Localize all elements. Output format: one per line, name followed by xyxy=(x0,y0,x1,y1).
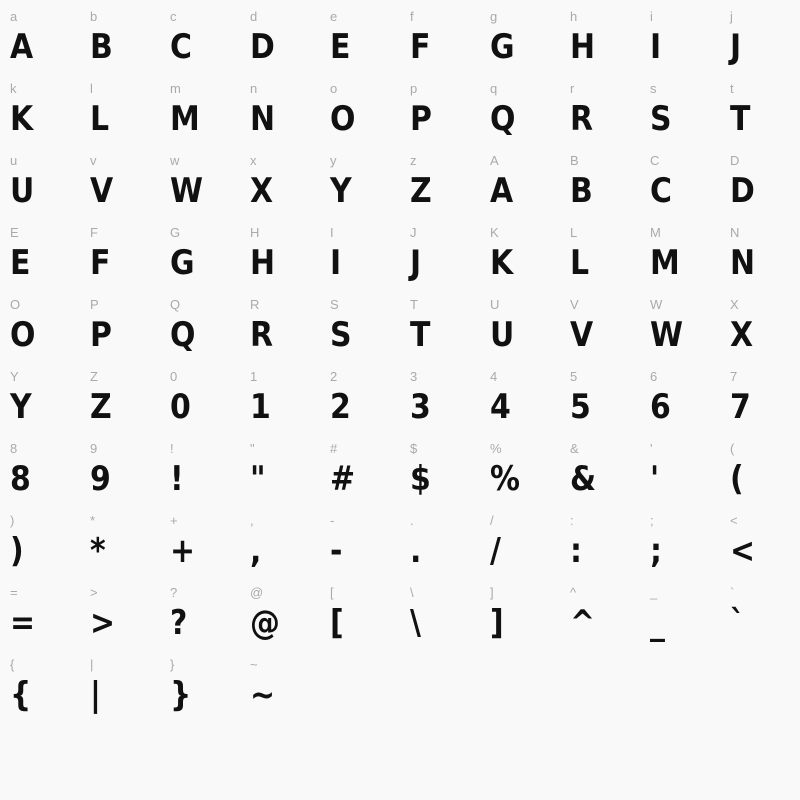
glyph-character: Y xyxy=(10,387,31,427)
glyph-code-label: : xyxy=(570,513,574,528)
glyph-code-label: V xyxy=(570,297,579,312)
glyph-code-label: k xyxy=(10,81,17,96)
glyph-code-label: @ xyxy=(250,585,264,600)
glyph-code-label: A xyxy=(490,153,499,168)
glyph-cell[interactable] xyxy=(90,370,170,442)
glyph-character: { xyxy=(10,675,31,715)
glyph-cell[interactable] xyxy=(730,10,800,82)
glyph-character: ^ xyxy=(570,603,595,643)
glyph-cell[interactable] xyxy=(330,154,410,226)
glyph-code-label: i xyxy=(650,9,653,24)
glyph-grid xyxy=(10,10,800,730)
glyph-code-label: s xyxy=(650,81,657,96)
glyph-character: P xyxy=(90,315,112,355)
glyph-cell[interactable] xyxy=(250,154,330,226)
glyph-code-label: 6 xyxy=(650,369,658,384)
glyph-character: Z xyxy=(90,387,111,427)
glyph-code-label: - xyxy=(330,513,335,528)
glyph-character: Z xyxy=(410,171,431,211)
glyph-cell[interactable] xyxy=(410,370,490,442)
glyph-character: D xyxy=(250,27,274,67)
glyph-character: J xyxy=(410,243,421,283)
glyph-cell[interactable] xyxy=(250,442,330,514)
glyph-character: 7 xyxy=(730,387,750,427)
glyph-character: D xyxy=(730,171,754,211)
glyph-cell[interactable] xyxy=(730,370,800,442)
glyph-code-label: B xyxy=(570,153,579,168)
glyph-code-label: Y xyxy=(10,369,19,384)
glyph-character: 5 xyxy=(570,387,590,427)
glyph-cell[interactable] xyxy=(490,298,570,370)
glyph-cell[interactable] xyxy=(490,154,570,226)
glyph-character: F xyxy=(90,243,110,283)
glyph-cell[interactable] xyxy=(650,298,730,370)
glyph-cell[interactable] xyxy=(650,154,730,226)
glyph-cell[interactable] xyxy=(410,586,490,658)
glyph-character: N xyxy=(250,99,275,139)
glyph-code-label: J xyxy=(410,225,417,240)
glyph-character: | xyxy=(90,675,101,715)
glyph-cell[interactable] xyxy=(90,298,170,370)
glyph-character: Q xyxy=(490,99,515,139)
glyph-code-label: $ xyxy=(410,441,418,456)
glyph-cell[interactable] xyxy=(10,226,90,298)
glyph-code-label: h xyxy=(570,9,578,24)
glyph-character: B xyxy=(90,27,112,67)
glyph-code-label: ] xyxy=(490,585,494,600)
glyph-cell[interactable] xyxy=(650,586,730,658)
glyph-character: W xyxy=(170,171,203,211)
glyph-cell[interactable] xyxy=(170,586,250,658)
glyph-code-label: n xyxy=(250,81,258,96)
glyph-code-label: { xyxy=(10,657,15,672)
glyph-character: O xyxy=(10,315,35,355)
glyph-cell[interactable] xyxy=(410,82,490,154)
glyph-cell[interactable] xyxy=(570,298,650,370)
glyph-code-label: 2 xyxy=(330,369,338,384)
glyph-character: } xyxy=(170,675,191,715)
glyph-character: C xyxy=(170,27,192,67)
glyph-code-label: ) xyxy=(10,513,15,528)
glyph-cell[interactable] xyxy=(170,226,250,298)
glyph-character: ? xyxy=(170,603,187,643)
glyph-code-label: } xyxy=(170,657,175,672)
glyph-character: + xyxy=(170,531,195,571)
glyph-cell[interactable] xyxy=(570,370,650,442)
glyph-code-label: E xyxy=(10,225,19,240)
glyph-code-label: f xyxy=(410,9,414,24)
glyph-character: _ xyxy=(650,603,665,643)
glyph-code-label: I xyxy=(330,225,334,240)
glyph-cell[interactable] xyxy=(490,586,570,658)
glyph-cell[interactable] xyxy=(330,370,410,442)
glyph-code-label: d xyxy=(250,9,258,24)
glyph-character: G xyxy=(490,27,514,67)
glyph-character: ; xyxy=(650,531,662,571)
glyph-code-label: M xyxy=(650,225,661,240)
glyph-cell[interactable] xyxy=(250,658,330,730)
glyph-cell[interactable] xyxy=(250,226,330,298)
glyph-character: . xyxy=(410,531,421,571)
glyph-character: 0 xyxy=(170,387,190,427)
glyph-character: ` xyxy=(730,603,745,643)
glyph-code-label: _ xyxy=(650,585,658,600)
glyph-cell[interactable] xyxy=(10,298,90,370)
glyph-cell[interactable] xyxy=(730,442,800,514)
glyph-code-label: 7 xyxy=(730,369,738,384)
glyph-character: ' xyxy=(650,459,659,499)
glyph-cell[interactable] xyxy=(330,226,410,298)
glyph-character: U xyxy=(10,171,34,211)
glyph-code-label: P xyxy=(90,297,99,312)
glyph-character: Y xyxy=(330,171,351,211)
glyph-cell[interactable] xyxy=(170,82,250,154)
glyph-cell[interactable] xyxy=(650,442,730,514)
glyph-cell[interactable] xyxy=(330,514,410,586)
glyph-character: " xyxy=(250,459,265,499)
glyph-character: T xyxy=(410,315,430,355)
glyph-cell[interactable] xyxy=(570,586,650,658)
glyph-cell[interactable] xyxy=(650,82,730,154)
glyph-code-label: ^ xyxy=(570,585,577,600)
glyph-character: [ xyxy=(330,603,343,643)
glyph-cell[interactable] xyxy=(650,10,730,82)
glyph-code-label: 0 xyxy=(170,369,178,384)
glyph-code-label: t xyxy=(730,81,734,96)
glyph-cell[interactable] xyxy=(90,658,170,730)
glyph-character: S xyxy=(330,315,351,355)
glyph-character: * xyxy=(90,531,105,571)
glyph-code-label: 9 xyxy=(90,441,98,456)
glyph-code-label: c xyxy=(170,9,177,24)
glyph-code-label: ( xyxy=(730,441,735,456)
glyph-cell[interactable] xyxy=(410,10,490,82)
glyph-cell[interactable] xyxy=(330,298,410,370)
glyph-code-label: l xyxy=(90,81,93,96)
glyph-cell[interactable] xyxy=(170,370,250,442)
glyph-character: , xyxy=(250,531,261,571)
glyph-cell[interactable] xyxy=(250,298,330,370)
glyph-character: C xyxy=(650,171,672,211)
glyph-cell[interactable] xyxy=(170,298,250,370)
glyph-character: 9 xyxy=(90,459,110,499)
glyph-code-label: j xyxy=(730,9,733,24)
glyph-cell[interactable] xyxy=(490,514,570,586)
glyph-cell[interactable] xyxy=(730,154,800,226)
glyph-code-label: U xyxy=(490,297,500,312)
glyph-code-label: ` xyxy=(730,585,735,600)
glyph-code-label: G xyxy=(170,225,181,240)
glyph-character: T xyxy=(730,99,750,139)
glyph-character: N xyxy=(730,243,755,283)
glyph-cell[interactable] xyxy=(90,586,170,658)
glyph-character: ( xyxy=(730,459,743,499)
glyph-cell[interactable] xyxy=(410,298,490,370)
glyph-code-label: r xyxy=(570,81,575,96)
glyph-character: R xyxy=(250,315,273,355)
glyph-character: ! xyxy=(170,459,183,499)
glyph-code-label: 5 xyxy=(570,369,578,384)
glyph-character: V xyxy=(570,315,593,355)
glyph-code-label: x xyxy=(250,153,257,168)
glyph-character: I xyxy=(330,243,341,283)
glyph-character: F xyxy=(410,27,430,67)
glyph-character: E xyxy=(330,27,350,67)
glyph-code-label: ! xyxy=(170,441,174,456)
glyph-code-label: L xyxy=(570,225,578,240)
glyph-character: > xyxy=(90,603,115,643)
glyph-character: A xyxy=(10,27,33,67)
glyph-code-label: H xyxy=(250,225,260,240)
glyph-cell[interactable] xyxy=(490,226,570,298)
glyph-character: O xyxy=(330,99,355,139)
glyph-character: 4 xyxy=(490,387,510,427)
glyph-code-label: N xyxy=(730,225,740,240)
glyph-code-label: < xyxy=(730,513,738,528)
glyph-character: S xyxy=(650,99,671,139)
glyph-cell[interactable] xyxy=(570,514,650,586)
glyph-code-label: q xyxy=(490,81,498,96)
glyph-code-label: 8 xyxy=(10,441,18,456)
glyph-code-label: + xyxy=(170,513,178,528)
glyph-character: H xyxy=(250,243,275,283)
glyph-code-label: W xyxy=(650,297,663,312)
glyph-cell[interactable] xyxy=(490,10,570,82)
glyph-code-label: > xyxy=(90,585,98,600)
glyph-character: @ xyxy=(250,603,280,643)
glyph-cell[interactable] xyxy=(250,586,330,658)
glyph-code-label: . xyxy=(410,513,414,528)
glyph-cell[interactable] xyxy=(250,514,330,586)
glyph-character: 8 xyxy=(10,459,30,499)
glyph-character: W xyxy=(650,315,683,355)
glyph-character: P xyxy=(410,99,432,139)
glyph-code-label: , xyxy=(250,513,254,528)
glyph-character: ) xyxy=(10,531,23,571)
glyph-character: B xyxy=(570,171,592,211)
glyph-code-label: y xyxy=(330,153,337,168)
glyph-character: % xyxy=(490,459,520,499)
glyph-code-label: 1 xyxy=(250,369,258,384)
glyph-cell[interactable] xyxy=(410,514,490,586)
glyph-character: $ xyxy=(410,459,430,499)
glyph-character: M xyxy=(650,243,679,283)
glyph-character: 2 xyxy=(330,387,350,427)
glyph-code-label: o xyxy=(330,81,338,96)
glyph-cell[interactable] xyxy=(650,226,730,298)
glyph-cell[interactable] xyxy=(330,586,410,658)
glyph-cell[interactable] xyxy=(410,442,490,514)
glyph-cell[interactable] xyxy=(170,10,250,82)
glyph-cell[interactable] xyxy=(10,442,90,514)
glyph-character: X xyxy=(730,315,753,355)
glyph-cell[interactable] xyxy=(730,514,800,586)
glyph-character: M xyxy=(170,99,199,139)
glyph-character: A xyxy=(490,171,513,211)
glyph-cell[interactable] xyxy=(90,514,170,586)
glyph-code-label: R xyxy=(250,297,260,312)
glyph-code-label: T xyxy=(410,297,418,312)
glyph-code-label: Z xyxy=(90,369,98,384)
glyph-character: = xyxy=(10,603,35,643)
glyph-cell[interactable] xyxy=(330,10,410,82)
glyph-code-label: u xyxy=(10,153,18,168)
glyph-cell[interactable] xyxy=(170,514,250,586)
glyph-cell[interactable] xyxy=(170,442,250,514)
glyph-cell[interactable] xyxy=(490,82,570,154)
glyph-code-label: \ xyxy=(410,585,414,600)
glyph-cell[interactable] xyxy=(570,154,650,226)
glyph-code-label: / xyxy=(490,513,494,528)
glyph-character: U xyxy=(490,315,514,355)
glyph-cell[interactable] xyxy=(170,154,250,226)
glyph-character: L xyxy=(570,243,589,283)
glyph-cell[interactable] xyxy=(650,514,730,586)
glyph-cell[interactable] xyxy=(730,226,800,298)
glyph-code-label: ' xyxy=(650,441,653,456)
glyph-cell[interactable] xyxy=(10,658,90,730)
glyph-character: 3 xyxy=(410,387,430,427)
glyph-code-label: [ xyxy=(330,585,334,600)
glyph-code-label: g xyxy=(490,9,498,24)
glyph-character: & xyxy=(570,459,596,499)
glyph-code-label: ? xyxy=(170,585,178,600)
glyph-code-label: w xyxy=(170,153,180,168)
glyph-cell[interactable] xyxy=(570,10,650,82)
glyph-character: ] xyxy=(490,603,503,643)
glyph-code-label: X xyxy=(730,297,739,312)
glyph-code-label: O xyxy=(10,297,21,312)
glyph-character: 6 xyxy=(650,387,670,427)
glyph-code-label: z xyxy=(410,153,417,168)
glyph-character: : xyxy=(570,531,582,571)
glyph-code-label: S xyxy=(330,297,339,312)
glyph-cell[interactable] xyxy=(570,82,650,154)
glyph-code-label: F xyxy=(90,225,98,240)
glyph-character: J xyxy=(730,27,741,67)
glyph-code-label: " xyxy=(250,441,255,456)
glyph-character: 1 xyxy=(250,387,270,427)
glyph-character: < xyxy=(730,531,755,571)
glyph-code-label: 4 xyxy=(490,369,498,384)
glyph-cell[interactable] xyxy=(730,298,800,370)
glyph-character: K xyxy=(10,99,33,139)
glyph-cell[interactable] xyxy=(490,370,570,442)
glyph-cell[interactable] xyxy=(250,10,330,82)
glyph-cell[interactable] xyxy=(90,154,170,226)
glyph-cell[interactable] xyxy=(10,370,90,442)
glyph-cell[interactable] xyxy=(10,10,90,82)
glyph-character: / xyxy=(490,531,501,571)
glyph-code-label: m xyxy=(170,81,181,96)
glyph-cell[interactable] xyxy=(250,82,330,154)
glyph-cell[interactable] xyxy=(10,154,90,226)
glyph-code-label: & xyxy=(570,441,579,456)
glyph-code-label: * xyxy=(90,513,96,528)
glyph-cell[interactable] xyxy=(90,442,170,514)
glyph-character: L xyxy=(90,99,109,139)
glyph-cell[interactable] xyxy=(330,442,410,514)
glyph-cell[interactable] xyxy=(330,82,410,154)
glyph-code-label: = xyxy=(10,585,18,600)
glyph-code-label: # xyxy=(330,441,338,456)
glyph-cell[interactable] xyxy=(250,370,330,442)
glyph-cell[interactable] xyxy=(490,442,570,514)
glyph-cell[interactable] xyxy=(10,82,90,154)
glyph-cell[interactable] xyxy=(90,10,170,82)
glyph-code-label: a xyxy=(10,9,18,24)
glyph-character: Q xyxy=(170,315,195,355)
glyph-cell[interactable] xyxy=(170,658,250,730)
glyph-character: - xyxy=(330,531,342,571)
glyph-code-label: ~ xyxy=(250,657,258,672)
glyph-character: \ xyxy=(410,603,421,643)
glyph-character: I xyxy=(650,27,661,67)
glyph-code-label: e xyxy=(330,9,338,24)
glyph-character: V xyxy=(90,171,113,211)
glyph-cell[interactable] xyxy=(410,226,490,298)
glyph-cell[interactable] xyxy=(410,154,490,226)
glyph-cell[interactable] xyxy=(10,514,90,586)
glyph-cell[interactable] xyxy=(570,226,650,298)
glyph-character: ~ xyxy=(250,675,275,715)
glyph-code-label: K xyxy=(490,225,499,240)
glyph-cell[interactable] xyxy=(10,586,90,658)
glyph-character: R xyxy=(570,99,593,139)
glyph-cell[interactable] xyxy=(570,441,653,514)
glyph-code-label: p xyxy=(410,81,418,96)
glyph-code-label: D xyxy=(730,153,740,168)
glyph-cell[interactable] xyxy=(730,82,800,154)
glyph-character: # xyxy=(330,459,355,499)
glyph-character: X xyxy=(250,171,273,211)
glyph-character: K xyxy=(490,243,513,283)
glyph-code-label: | xyxy=(90,657,94,672)
glyph-code-label: Q xyxy=(170,297,181,312)
glyph-cell[interactable] xyxy=(90,82,170,154)
glyph-cell[interactable] xyxy=(650,370,730,442)
glyph-code-label: b xyxy=(90,9,98,24)
glyph-code-label: ; xyxy=(650,513,654,528)
glyph-character: E xyxy=(10,243,30,283)
glyph-character: G xyxy=(170,243,194,283)
glyph-character: H xyxy=(570,27,595,67)
glyph-cell[interactable] xyxy=(90,226,170,298)
glyph-cell[interactable] xyxy=(730,586,800,658)
glyph-code-label: v xyxy=(90,153,97,168)
glyph-code-label: C xyxy=(650,153,660,168)
glyph-code-label: 3 xyxy=(410,369,418,384)
glyph-code-label: % xyxy=(490,441,502,456)
